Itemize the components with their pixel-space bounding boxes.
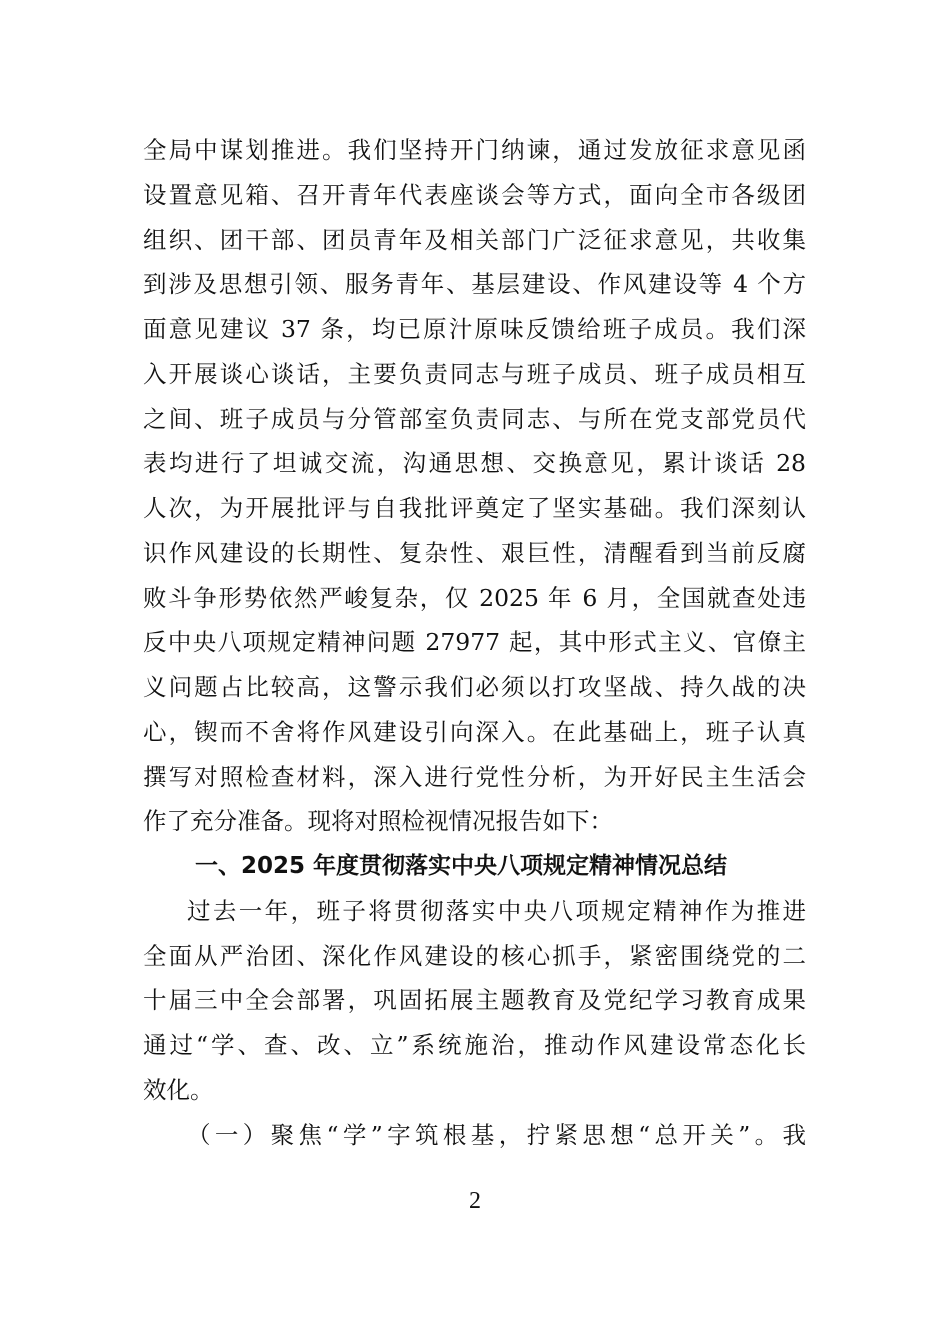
paragraph-line: 败斗争形势依然严峻复杂，仅 2025 年 6 月，全国就查处违 bbox=[143, 583, 806, 612]
paragraph-line: 通过“学、查、改、立”系统施治，推动作风建设常态化长 bbox=[143, 1031, 806, 1059]
paragraph-line: 过去一年，班子将贯彻落实中央八项规定精神作为推进 bbox=[187, 896, 806, 925]
paragraph-line: 组织、团干部、团员青年及相关部门广泛征求意见，共收集 bbox=[143, 225, 806, 254]
paragraph-line: 设置意见箱、召开青年代表座谈会等方式，面向全市各级团 bbox=[143, 180, 806, 209]
document-body bbox=[143, 128, 806, 1157]
paragraph-line: 人次，为开展批评与自我批评奠定了坚实基础。我们深刻认 bbox=[143, 494, 806, 522]
page-number: 2 bbox=[469, 1188, 481, 1214]
paragraph-line: 之间、班子成员与分管部室负责同志、与所在党支部党员代 bbox=[143, 404, 806, 433]
paragraph-line: （一）聚焦“学”字筑根基，拧紧思想“总开关”。我 bbox=[187, 1120, 806, 1149]
paragraph-line: 心，锲而不舍将作风建设引向深入。在此基础上，班子认真 bbox=[143, 717, 806, 746]
section-heading: 一、2025 年度贯彻落实中央八项规定精神情况总结 bbox=[195, 853, 728, 879]
paragraph-line: 撰写对照检查材料，深入进行党性分析，为开好民主生活会 bbox=[143, 762, 806, 791]
paragraph-line: 效化。 bbox=[143, 1075, 214, 1104]
paragraph-line: 反中央八项规定精神问题 27977 起，其中形式主义、官僚主 bbox=[143, 628, 806, 657]
paragraph-line: 作了充分准备。现将对照检视情况报告如下： bbox=[143, 807, 613, 836]
paragraph-line: 识作风建设的长期性、复杂性、艰巨性，清醒看到当前反腐 bbox=[143, 538, 806, 567]
paragraph-line: 面意见建议 37 条，均已原汁原味反馈给班子成员。我们深 bbox=[143, 315, 806, 343]
paragraph-line: 全局中谋划推进。我们坚持开门纳谏，通过发放征求意见函 bbox=[143, 136, 806, 164]
paragraph-line: 十届三中全会部署，巩固拓展主题教育及党纪学习教育成果 bbox=[143, 986, 806, 1015]
paragraph-line: 入开展谈心谈话，主要负责同志与班子成员、班子成员相互 bbox=[143, 359, 806, 388]
paragraph-line: 全面从严治团、深化作风建设的核心抓手，紧密围绕党的二 bbox=[143, 941, 806, 970]
paragraph-line: 表均进行了坦诚交流，沟通思想、交换意见，累计谈话 28 bbox=[143, 449, 806, 478]
paragraph-line: 到涉及思想引领、服务青年、基层建设、作风建设等 4 个方 bbox=[143, 270, 806, 299]
paragraph-line: 义问题占比较高，这警示我们必须以打攻坚战、持久战的决 bbox=[143, 673, 806, 701]
